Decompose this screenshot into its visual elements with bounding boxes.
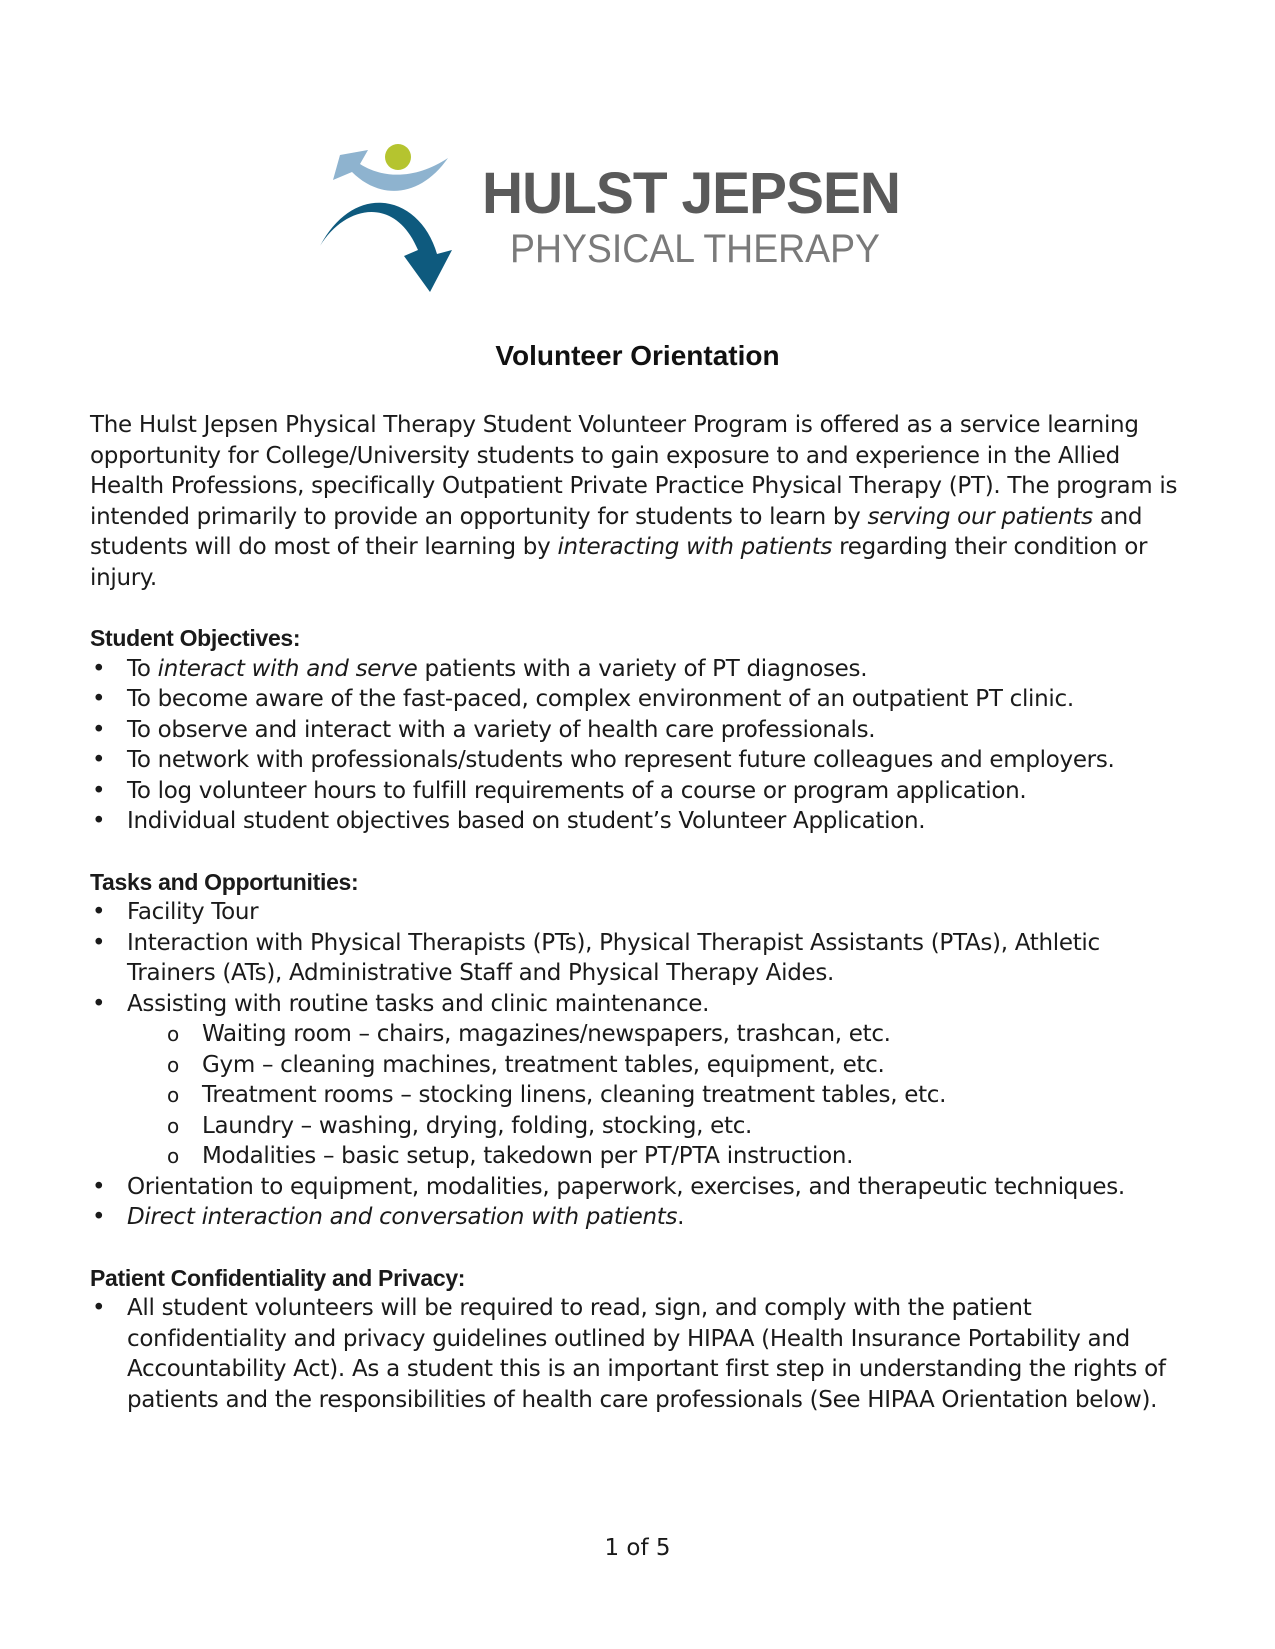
page-number: 1 of 5 [604, 1535, 671, 1561]
list-item: • All student volunteers will be required to read, sign, and comply with the patient confidentiality and privacy guidelines outlined by HIPAA (Health Insurance Portability and Accountability Act). As a student this is an important first step in understanding the rights of patients and the responsibilities of health care professionals (See HIPAA Orientation below). [90, 1293, 1190, 1415]
page-title: Volunteer Orientation [495, 340, 780, 371]
intro-paragraph: The Hulst Jepsen Physical Therapy Student Volunteer Program is offered as a service learning opportunity for College/University students to gain exposure to and experience in the Allied Health Professions, specifically Outpatient Private Practice Physical Therapy (PT). The program is intended primarily to provide an opportunity for students to learn by serving our patients and students will do most of their learning by interacting with patients regarding their condition or injury. [90, 412, 1178, 591]
tasks-heading: Tasks and Opportunities: [90, 868, 359, 895]
logo-dot [385, 144, 411, 170]
list-item: • To observe and interact with a variety of health care professionals. [90, 715, 1190, 746]
list-item: • Direct interaction and conversation with patients. [90, 1202, 1190, 1233]
list-item: • To interact with and serve patients with a variety of PT diagnoses. [90, 654, 1190, 685]
company-logo [0, 0, 1275, 320]
tasks-list [90, 897, 1190, 1019]
list-item: • To network with professionals/students who represent future colleagues and employers. [90, 745, 1190, 776]
document-body [90, 410, 1190, 1445]
list-item: • To log volunteer hours to fulfill requirements of a course or program application. [90, 776, 1190, 807]
logo-mark-icon [0, 0, 1275, 320]
list-item: • To become aware of the fast-paced, complex environment of an outpatient PT clinic. [90, 684, 1190, 715]
list-item: • Orientation to equipment, modalities, paperwork, exercises, and therapeutic techniques. [90, 1172, 1190, 1203]
list-item: o Modalities – basic setup, takedown per PT/PTA instruction. [90, 1141, 1190, 1172]
objectives-list [90, 654, 1190, 837]
list-item: o Treatment rooms – stocking linens, cleaning treatment tables, etc. [90, 1080, 1190, 1111]
list-item: • Individual student objectives based on student’s Volunteer Application. [90, 806, 1190, 837]
list-item: o Laundry – washing, drying, folding, stocking, etc. [90, 1111, 1190, 1142]
privacy-list [90, 1293, 1190, 1415]
list-item: o Waiting room – chairs, magazines/newspapers, trashcan, etc. [90, 1019, 1190, 1050]
tasks-sublist [90, 1019, 1190, 1172]
list-item: • Interaction with Physical Therapists (PTs), Physical Therapist Assistants (PTAs), Athletic Trainers (ATs), Administrative Staff and Physical Therapy Aides. [90, 928, 1190, 989]
privacy-heading: Patient Confidentiality and Privacy: [90, 1264, 466, 1291]
logo-dark-arrow [320, 203, 452, 292]
logo-line2: PHYSICAL THERAPY [510, 227, 880, 271]
objectives-heading: Student Objectives: [90, 625, 301, 651]
tasks-list-continued [90, 1172, 1190, 1233]
list-item: o Gym – cleaning machines, treatment tables, equipment, etc. [90, 1050, 1190, 1081]
list-item: • Facility Tour [90, 897, 1190, 928]
list-item: • Assisting with routine tasks and clinic maintenance. [90, 989, 1190, 1020]
logo-line1: HULST JEPSEN [482, 161, 900, 226]
